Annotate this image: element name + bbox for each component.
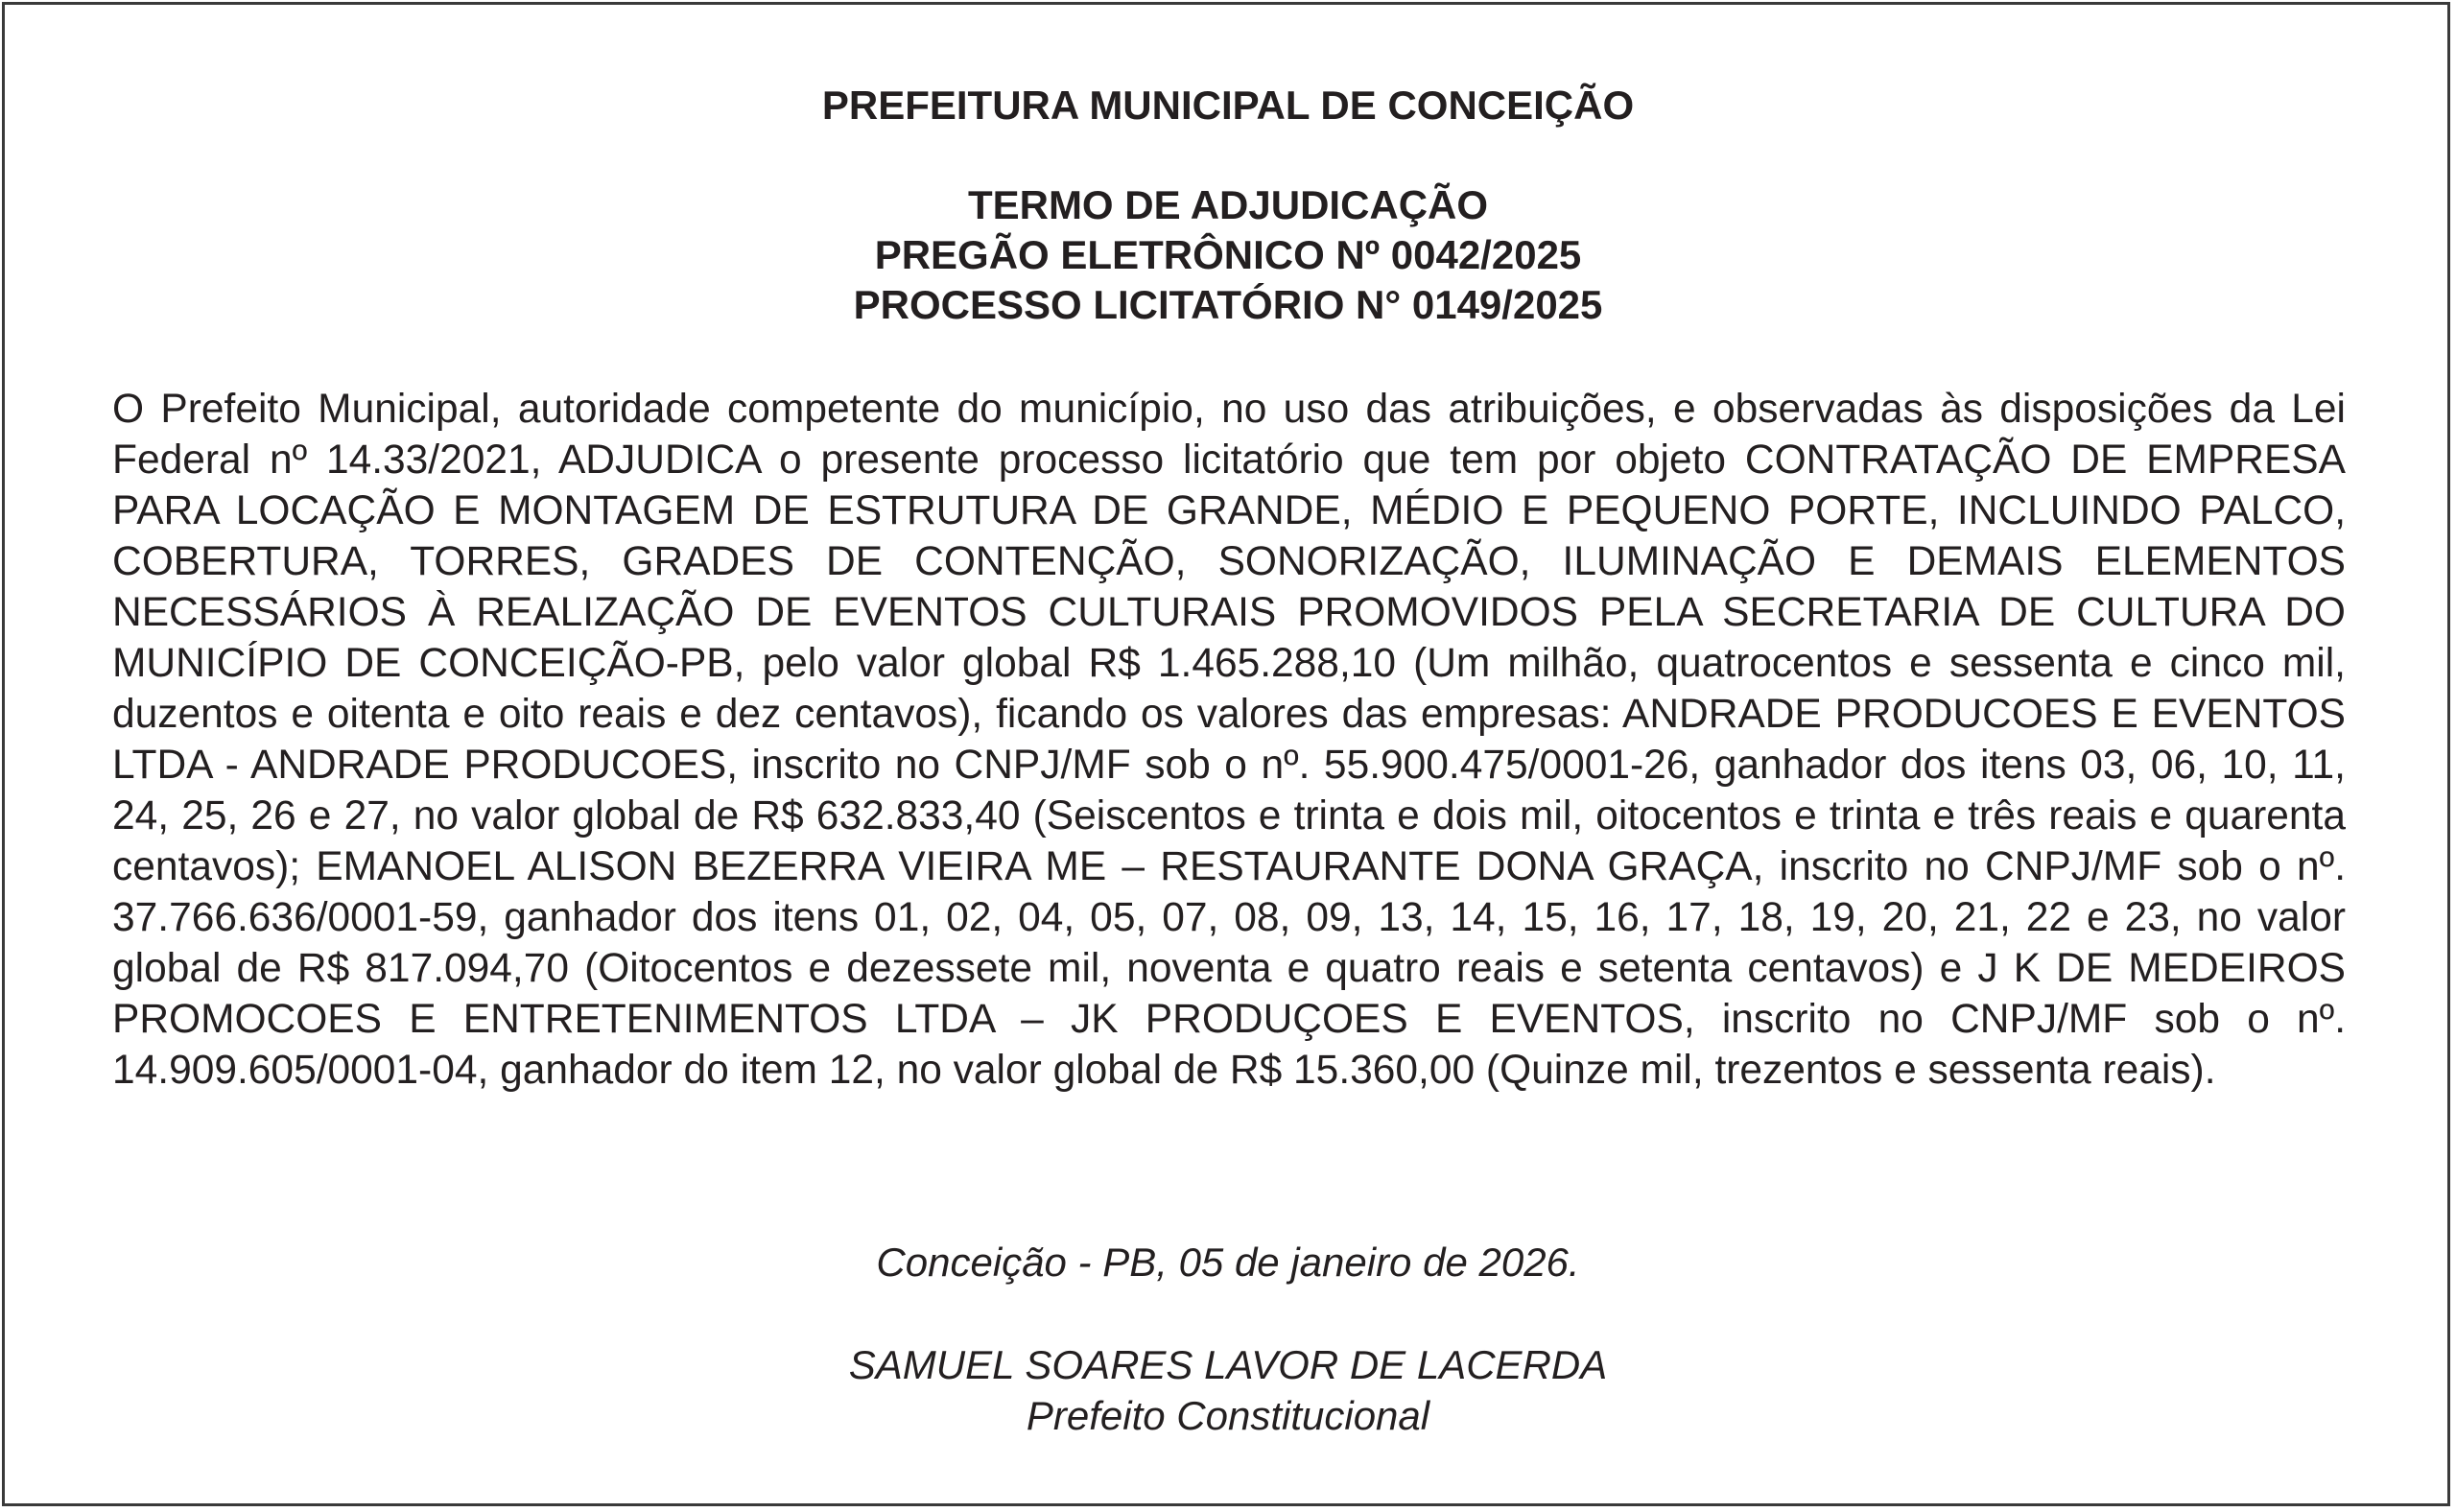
document-titles	[0, 180, 2456, 330]
signer-role: Prefeito Constitucional	[1026, 1393, 1430, 1438]
document-title: TERMO DE ADJUDICAÇÃO	[967, 182, 1489, 227]
pregao-number: PREGÃO ELETRÔNICO Nº 0042/2025	[874, 232, 1582, 277]
signature-block	[0, 1339, 2456, 1441]
processo-number: PROCESSO LICITATÓRIO N° 0149/2025	[853, 282, 1603, 327]
adjudication-paragraph: O Prefeito Municipal, autoridade competente do município, no uso das atribuições, e observadas às disposições da Lei Federal nº 14.33/2021, ADJUDICA o presente processo licitatório que tem por objeto CONTRATAÇÃO DE EMPRESA PARA LOCAÇÃO E MONTAGEM DE ESTRUTURA DE GRANDE, MÉDIO E PEQUENO PORTE, INCLUINDO PALCO, COBERTURA, TORRES, GRADES DE CONTENÇÃO, SONORIZAÇÃO, ILUMINAÇÃO E DEMAIS ELEMENTOS NECESSÁRIOS À REALIZAÇÃO DE EVENTOS CULTURAIS PROMOVIDOS PELA SECRETARIA DE CULTURA DO MUNICÍPIO DE CONCEIÇÃO-PB, pelo valor global R$ 1.465.288,10 (Um milhão, quatrocentos e sessenta e cinco mil, duzentos e oitenta e oito reais e dez centavos), ficando os valores das empresas: ANDRADE PRODUCOES E EVENTOS LTDA - ANDRADE PRODUCOES, inscrito no CNPJ/MF sob o nº. 55.900.475/0001-26, ganhador dos itens 03, 06, 10, 11, 24, 25, 26 e 27, no valor global de R$ 632.833,40 (Seiscentos e trinta e dois mil, oitocentos e trinta e três reais e quarenta centavos); EMANOEL ALISON BEZERRA VIEIRA ME – RESTAURANTE DONA GRAÇA, inscrito no CNPJ/MF sob o nº. 37.766.636/0001-59, ganhador dos itens 01, 02, 04, 05, 07, 08, 09, 13, 14, 15, 16, 17, 18, 19, 20, 21, 22 e 23, no valor global de R$ 817.094,70 (Oitocentos e dezessete mil, noventa e quatro reais e setenta centavos) e J K DE MEDEIROS PROMOCOES E ENTRETENIMENTOS LTDA – JK PRODUÇOES E EVENTOS, inscrito no CNPJ/MF sob o nº. 14.909.605/0001-04, ganhador do item 12, no valor global de R$ 15.360,00 (Quinze mil, trezentos e sessenta reais).	[112, 387, 2346, 1093]
organization-heading: PREFEITURA MUNICIPAL DE CONCEIÇÃO	[821, 83, 1635, 128]
signer-name: SAMUEL SOARES LAVOR DE LACERDA	[848, 1342, 1608, 1387]
place-and-date: Conceição - PB, 05 de janeiro de 2026.	[876, 1240, 1580, 1285]
